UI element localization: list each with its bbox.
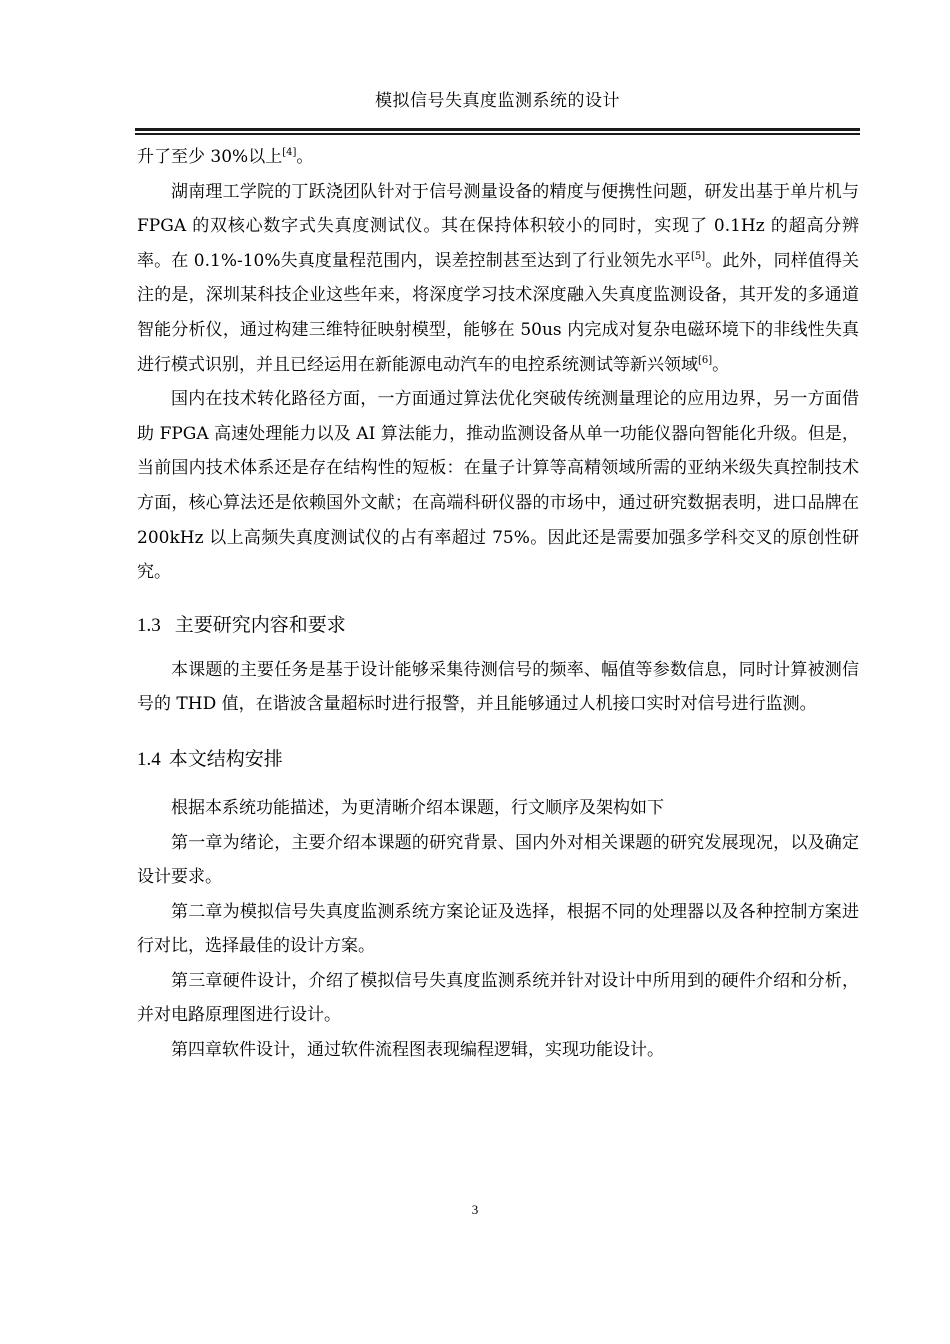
paragraph: 第三章硬件设计，介绍了模拟信号失真度监测系统并针对设计中所用到的硬件介绍和分析，并对电路原理图进行设计。 [137, 970, 859, 1026]
page-number: 3 [471, 1202, 479, 1217]
citation-ref: [6] [698, 354, 713, 366]
paragraph-hunan: 湖南理工学院的丁跃浇团队针对于信号测量设备的精度与便携性问题，研发出基于单片机与 FPGA 的双核心数字式失真度测试仪。其在保持体积较小的同时，实现了 0.1Hz 的超高分辨率。在 0.1%-10%失真度量程范围内，误差控制甚至达到了行业领先水平[5]。此外，同样值得关注的是，深圳某科技企业这些年来，将深度学习技术深度融入失真度监测设备，其开发的多通道智能分析仪，通过构建三维特征映射模型，能够在 50us 内完成对复杂电磁环境下的非线性失真进行模式识别，并且已经运用在新能源电动汽车的电控系统测试等新兴领域[6]。 [137, 181, 860, 375]
paragraph: 第四章软件设计，通过软件流程图表现编程逻辑，实现功能设计。 [171, 1040, 664, 1061]
paragraph-domestic: 国内在技术转化路径方面，一方面通过算法优化突破传统测量理论的应用边界，另一方面借助 FPGA 高速处理能力以及 AI 算法能力，推动监测设备从单一功能仪器向智能化升级。但是，当前国内技术体系还是存在结构性的短板：在量子计算等高精领域所需的亚纳米级失真控制技术方面，核心算法还是依赖国外文献；在高端科研仪器的市场中，通过研究数据表明，进口品牌在 200kHz 以上高频失真度测试仪的占有率超过 75%。因此还是需要加强多学科交叉的原创性研究。 [137, 389, 859, 583]
section-title: 本文结构安排 [168, 747, 283, 770]
paragraph: 根据本系统功能描述，为更清晰介绍本课题，行文顺序及架构如下 [171, 797, 664, 818]
section-heading-1-4 [137, 746, 859, 773]
paragraph: 第一章为绪论，主要介绍本课题的研究背景、国内外对相关课题的研究发展现况，以及确定设计要求。 [137, 832, 859, 888]
section-heading-1-3 [137, 612, 859, 639]
paragraph: 第二章为模拟信号失真度监测系统方案论证及选择，根据不同的处理器以及各种控制方案进行对比，选择最佳的设计方案。 [137, 901, 859, 957]
running-header: 模拟信号失真度监测系统的设计 [375, 91, 620, 111]
paragraph: 本课题的主要任务是基于设计能够采集待测信号的频率、幅值等参数信息，同时计算被测信号的 THD 值，在谐波含量超标时进行报警，并且能够通过人机接口实时对信号进行监测。 [137, 659, 859, 715]
section-title: 主要研究内容和要求 [174, 613, 346, 636]
citation-ref: [5] [690, 250, 706, 262]
header-rule-thin [135, 133, 860, 135]
body-text [137, 140, 859, 1068]
section-number: 1.4 [137, 748, 161, 770]
section-number: 1.3 [137, 614, 161, 636]
header-rule-thick [135, 128, 860, 131]
citation-ref: [4] [282, 147, 297, 158]
paragraph-continuation: 升了至少 30%以上[4]。 [137, 147, 314, 167]
